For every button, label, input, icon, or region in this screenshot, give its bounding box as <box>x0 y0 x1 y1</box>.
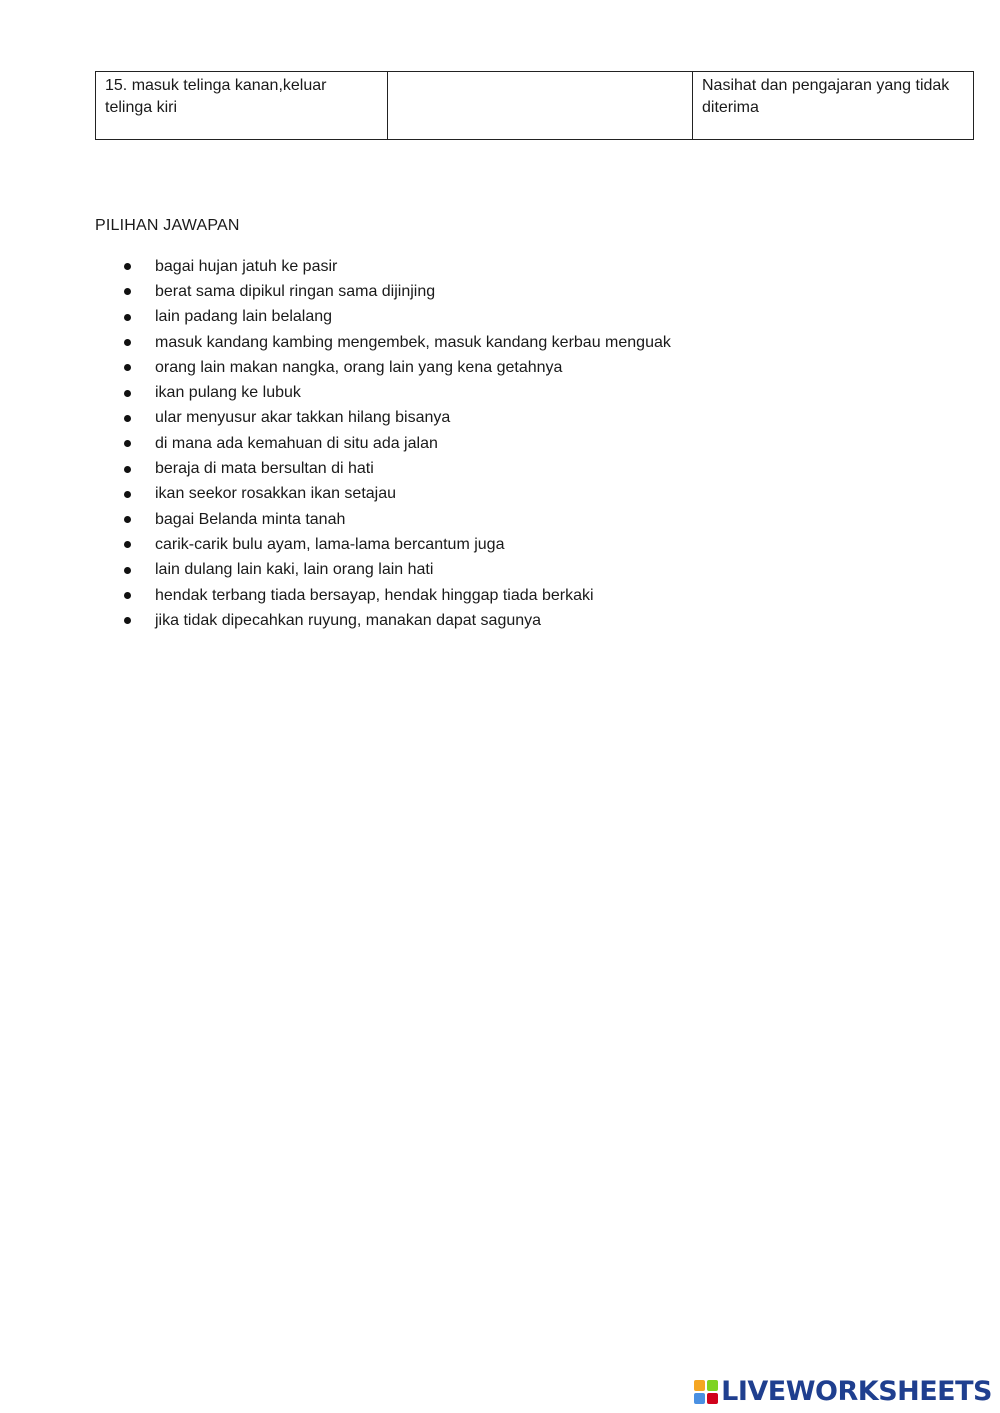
option-text: orang lain makan nangka, orang lain yang kena getahnya <box>155 358 563 376</box>
list-item <box>124 482 671 507</box>
option-text: beraja di mata bersultan di hati <box>155 460 374 478</box>
idiom-table <box>95 71 974 140</box>
option-text: masuk kandang kambing mengembek, masuk kandang kerbau menguak <box>155 333 671 351</box>
bullet-icon <box>124 617 131 624</box>
option-text: berat sama dipikul ringan sama dijinjing <box>155 282 436 300</box>
list-item <box>124 558 671 583</box>
liveworksheets-logo <box>694 1376 992 1407</box>
meaning-text: Nasihat dan pengajaran yang tidak diterima <box>702 77 950 116</box>
options-heading: PILIHAN JAWAPAN <box>95 217 240 234</box>
list-item <box>124 406 671 431</box>
bullet-icon <box>124 364 131 371</box>
bullet-icon <box>124 339 131 346</box>
option-text: bagai Belanda minta tanah <box>155 510 346 528</box>
bullet-icon <box>124 263 131 270</box>
bullet-icon <box>124 592 131 599</box>
bullet-icon <box>124 516 131 523</box>
answer-cell[interactable] <box>388 72 693 140</box>
logo-square <box>694 1380 705 1391</box>
answer-options-list <box>124 254 671 633</box>
bullet-icon <box>124 390 131 397</box>
option-text: ikan pulang ke lubuk <box>155 384 301 402</box>
table-row <box>96 72 974 140</box>
option-text: lain dulang lain kaki, lain orang lain hati <box>155 561 434 579</box>
list-item <box>124 254 671 279</box>
list-item <box>124 456 671 481</box>
bullet-icon <box>124 466 131 473</box>
idiom-question-text: 15. masuk telinga kanan,keluar telinga kiri <box>105 77 327 116</box>
bullet-icon <box>124 567 131 574</box>
option-text: hendak terbang tiada bersayap, hendak hinggap tiada berkaki <box>155 586 594 604</box>
list-item <box>124 305 671 330</box>
option-text: ikan seekor rosakkan ikan setajau <box>155 485 397 503</box>
list-item <box>124 355 671 380</box>
bullet-icon <box>124 415 131 422</box>
list-item <box>124 507 671 532</box>
list-item <box>124 330 671 355</box>
list-item <box>124 431 671 456</box>
list-item <box>124 608 671 633</box>
option-text: ular menyusur akar takkan hilang bisanya <box>155 409 451 427</box>
bullet-icon <box>124 491 131 498</box>
meaning-cell <box>693 72 974 140</box>
option-text: carik-carik bulu ayam, lama-lama bercantum juga <box>155 535 505 553</box>
bullet-icon <box>124 288 131 295</box>
logo-square <box>707 1380 718 1391</box>
option-text: jika tidak dipecahkan ruyung, manakan dapat sagunya <box>155 611 542 629</box>
idiom-question-cell <box>96 72 388 140</box>
answer-input[interactable] <box>397 75 687 135</box>
logo-square <box>707 1393 718 1404</box>
list-item <box>124 380 671 405</box>
option-text: bagai hujan jatuh ke pasir <box>155 257 338 275</box>
bullet-icon <box>124 440 131 447</box>
logo-mark-icon <box>694 1380 718 1404</box>
bullet-icon <box>124 541 131 548</box>
logo-square <box>694 1393 705 1404</box>
bullet-icon <box>124 314 131 321</box>
logo-text: LIVEWORKSHEETS <box>721 1376 992 1407</box>
option-text: di mana ada kemahuan di situ ada jalan <box>155 434 438 452</box>
list-item <box>124 583 671 608</box>
option-text: lain padang lain belalang <box>155 308 333 326</box>
list-item <box>124 532 671 557</box>
list-item <box>124 279 671 304</box>
